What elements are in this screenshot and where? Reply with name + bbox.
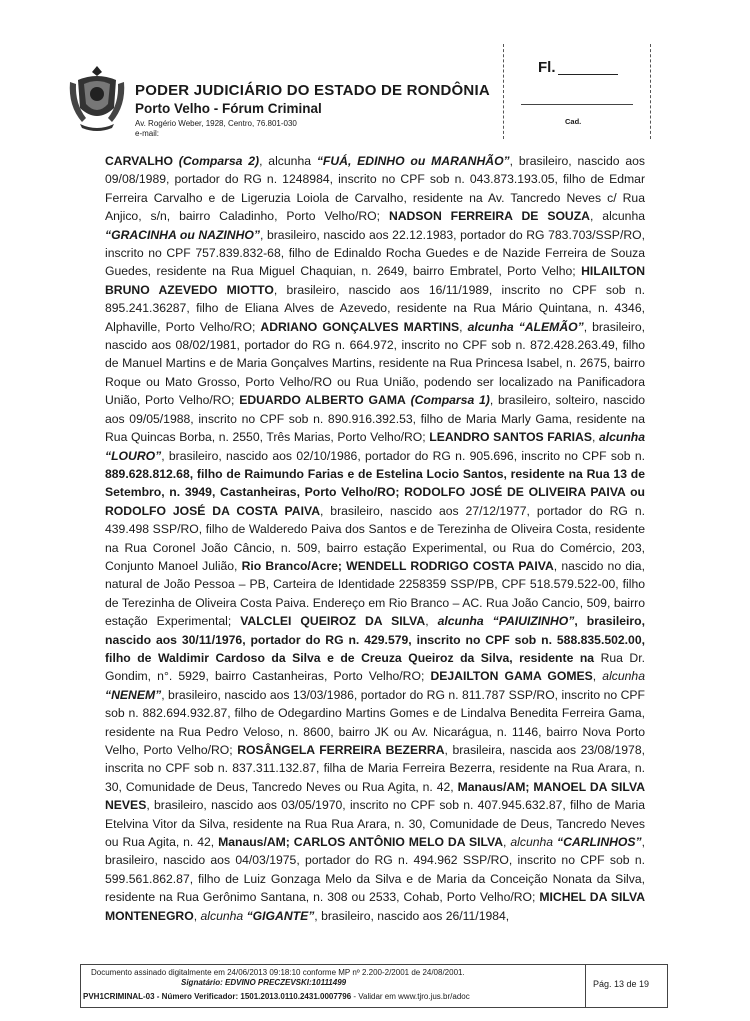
body-segment: Manaus/AM; CARLOS ANTÔNIO MELO DA SILVA bbox=[218, 835, 504, 850]
footer-divider bbox=[585, 965, 586, 1007]
folio-label: Fl. bbox=[538, 59, 556, 76]
court-title: PODER JUDICIÁRIO DO ESTADO DE RONDÔNIA bbox=[135, 82, 490, 99]
body-segment: , bbox=[193, 908, 201, 923]
body-segment: , bbox=[503, 835, 511, 850]
body-segment: MICHEL DA SILVA MONTENEGRO bbox=[105, 890, 645, 923]
body-segment: (Comparsa 1) bbox=[410, 393, 490, 408]
body-segment: , brasileiro, nascido aos 04/03/1975, portador do RG n. 494.962 SSP/RO, inscrito no CPF sob n. 599.561.862.87, filho de Luiz Gonzaga Melo da Silva e de Maria da Conceição Nonata da Silva, residente na Rua Gerônimo Santana, n. 308 ou 2533, Cohab, Porto Velho/RO; bbox=[105, 835, 646, 905]
body-segment: , brasileira, nascida aos 23/08/1978, inscrita no CPF sob n. 837.311.132.87, filha de Maria Ferreira Bezerra, residente na Rua Arara, n. 30, Comunidade de Deus, Tancredo Neves ou Rua Agita, n. 42, bbox=[105, 743, 645, 794]
cad-label: Cad. bbox=[565, 117, 582, 126]
body-segment: “GRACINHA ou NAZINHO” bbox=[105, 227, 260, 242]
body-segment: , brasileiro, nascido aos 03/05/1970, inscrito no CPF sob n. 407.945.632.87, filho de Maria Etelvina Vitor da Silva, residente na Rua Rua Arara, n. 30, Comunidade de Deus, Tancredo Neves ou Rua Agita, n. 42, bbox=[105, 798, 645, 850]
stamp-border-right bbox=[650, 44, 651, 139]
body-segment: ROSÂNGELA FERREIRA BEZERRA bbox=[237, 743, 445, 757]
verification-line bbox=[83, 992, 470, 1001]
folio-number-line bbox=[558, 74, 618, 75]
body-segment: ADRIANO GONÇALVES MARTINS bbox=[260, 319, 460, 334]
body-segment: (Comparsa 2) bbox=[178, 154, 260, 168]
signatory: Signatário: EDVINO PRECZEVSKI:10111499 bbox=[181, 978, 347, 987]
body-segment: , nascido no dia, natural de João Pessoa – PB, Carteira de Identidade 2258359 SSP/PB, CPF 518.579.522-00, filho de Terezinha de Oliveira Costa Paiva. Endereço em Rio Branco – AC. Rua João Cancio, 509, bairro estação Experimental; bbox=[105, 558, 645, 629]
body-segment: “CARLINHOS” bbox=[556, 835, 642, 850]
folio-stamp bbox=[503, 44, 651, 139]
body-segment: alcunha bbox=[510, 835, 554, 850]
body-segment: alcunha “ALEMÃO” bbox=[467, 319, 584, 334]
body-segment: LEANDRO SANTOS FARIAS bbox=[429, 430, 592, 445]
coat-of-arms-icon bbox=[66, 62, 128, 134]
body-segment: “NENEM” bbox=[105, 687, 162, 702]
body-segment: , alcunha bbox=[589, 209, 645, 224]
body-segment: , bbox=[591, 430, 599, 445]
body-segment: , brasileiro, nascido aos 22.12.1983, portador do RG 783.703/SSP/RO, inscrito no CPF 757.839.832-68, filho de Edinaldo Rocha Guedes e de Nazide Ferreira de Souza Guedes, residente na Rua Miguel Chaquian, n. 2649, bairro Embratel, Porto Velho; bbox=[105, 227, 645, 279]
signature-note: Documento assinado digitalmente em 24/06/2013 09:18:10 conforme MP nº 2.200-2/2001 de 24/08/2001. bbox=[91, 968, 465, 977]
body-segment: Rio Branco/Acre; WENDELL RODRIGO COSTA PAIVA bbox=[241, 558, 554, 573]
verification-code: PVH1CRIMINAL-03 - Número Verificador: 1501.2013.0110.2431.0007796 bbox=[83, 992, 352, 1001]
body-segment: , brasileiro, nascido aos 02/10/1986, portador do RG n. 905.696, inscrito no CPF sob n. bbox=[161, 448, 645, 463]
body-segment: Manaus/AM; MANOEL DA SILVA NEVES bbox=[105, 779, 645, 813]
body-segment: , bbox=[425, 614, 438, 629]
court-subtitle: Porto Velho - Fórum Criminal bbox=[135, 101, 322, 116]
body-segment: , alcunha bbox=[259, 154, 317, 168]
body-segment: alcunha bbox=[602, 669, 645, 684]
body-segment: , brasileiro, solteiro, nascido aos 09/05/1988, inscrito no CPF sob n. 890.916.392.53, filho de Maria Marly Gama, residente na Rua Quincas Borba, n. 2550, Três Marias, Porto Velho/RO; bbox=[105, 393, 646, 445]
stamp-border-left bbox=[503, 44, 504, 139]
document-body bbox=[105, 152, 645, 925]
court-email: e-mail: bbox=[135, 129, 160, 138]
body-segment: , brasileiro, nascido aos 08/02/1981, portador do RG n. 664.972, inscrito no CPF sob n. 872.428.263.49, filho de Manuel Martins e de Maria Gonçalves Martins, residente na Rua Princesa Isabel, n. 2675, bairro Roque ou Mato Grosso, Porto Velho/RO ou Rua União, podendo ser localizado na Panificadora União, Porto Velho/RO; bbox=[105, 319, 645, 408]
body-segment: , brasileiro, nascido aos 16/11/1989, inscrito no CPF sob n. 895.241.36287, filho de Eliana Alves de Azevedo, residente na Rua Mário Quintana, n. 4346, Alphaville, Porto Velho/RO; bbox=[105, 282, 645, 334]
body-segment: 889.628.812.68, filho de Raimundo Farias e de Estelina Locio Santos, residente na Rua 13 de Setembro, n. 3949, Castanheiras, Porto Velho/RO; RODOLFO JOSÉ DE OLIVEIRA PAIVA ou RODOLFO JOSÉ DA COSTA PAIVA bbox=[105, 466, 645, 518]
body-segment: , brasileiro, nascido aos 26/11/1984, bbox=[314, 908, 510, 923]
body-segment: Rua Dr. Gondim, n°. 5929, bairro Castanheiras, Porto Velho/RO; bbox=[105, 650, 646, 684]
body-segment: alcunha bbox=[200, 908, 244, 923]
court-address: Av. Rogério Weber, 1928, Centro, 76.801-030 bbox=[135, 119, 297, 128]
body-segment: NADSON FERREIRA DE SOUZA bbox=[388, 209, 590, 224]
body-segment: , bbox=[592, 669, 603, 684]
page-number: Pág. 13 de 19 bbox=[593, 979, 650, 989]
body-segment: , brasileiro, nascido aos 09/08/1989, portador do RG n. 1248984, inscrito no CPF sob n. 043.873.193.05, filho de Edmar Ferreira Carvalho e de Ligeruzia Loiola de Carvalho, residente na Av. Tancredo Neves c/ Rua Anjico, s/n, bairro Caladinho, Porto Velho/RO; bbox=[105, 154, 645, 224]
body-segment: alcunha “LOURO” bbox=[105, 430, 646, 463]
body-segment: , brasileiro, nascido aos 30/11/1976, portador do RG n. 429.579, inscrito no CPF sob n. 588.835.502.00, filho de Waldimir Cardoso da Silva e de Creuza Queiroz da Silva, residente na bbox=[105, 614, 646, 665]
body-segment: , brasileiro, nascido aos 27/12/1977, portador do RG n. 439.498 SSP/RO, filho de Walderedo Paiva dos Santos e de Terezinha de Oliveira Costa, residente na Rua Coronel João Câncio, n. 509, bairro estação Experimental, ou Rua do Comércio, 203, Conjunto Manoel Julião, bbox=[105, 503, 645, 573]
body-segment: CARVALHO bbox=[105, 154, 179, 168]
body-segment: “FUÁ, EDINHO ou MARANHÃO” bbox=[316, 154, 510, 168]
body-segment: , bbox=[459, 319, 468, 334]
body-segment: DEJAILTON GAMA GOMES bbox=[430, 669, 593, 684]
body-segment: alcunha “PAIUIZINHO” bbox=[437, 614, 575, 629]
body-segment: EDUARDO ALBERTO GAMA bbox=[239, 393, 406, 408]
body-segment: HILAILTON BRUNO AZEVEDO MIOTTO bbox=[105, 264, 645, 297]
stamp-divider bbox=[521, 104, 633, 105]
body-segment: “GIGANTE” bbox=[246, 908, 315, 923]
body-segment: , brasileiro, nascido aos 13/03/1986, portador do RG n. 811.787 SSP/RO, inscrito no CPF sob n. 882.694.932.87, filho de Odegardino Martins Gomes e de Lindalva Benedita Ferreira Gama, residente na Rua Pedro Veloso, n. 8600, bairro JK ou Av. Nicarágua, n. 1146, bairro Nova Porto Velho, Porto Velho/RO; bbox=[105, 687, 645, 757]
validation-link[interactable]: - Validar em www.tjro.jus.br/adoc bbox=[351, 992, 470, 1001]
body-segment: VALCLEI QUEIROZ DA SILVA bbox=[240, 614, 426, 629]
signature-footer bbox=[80, 964, 668, 1008]
